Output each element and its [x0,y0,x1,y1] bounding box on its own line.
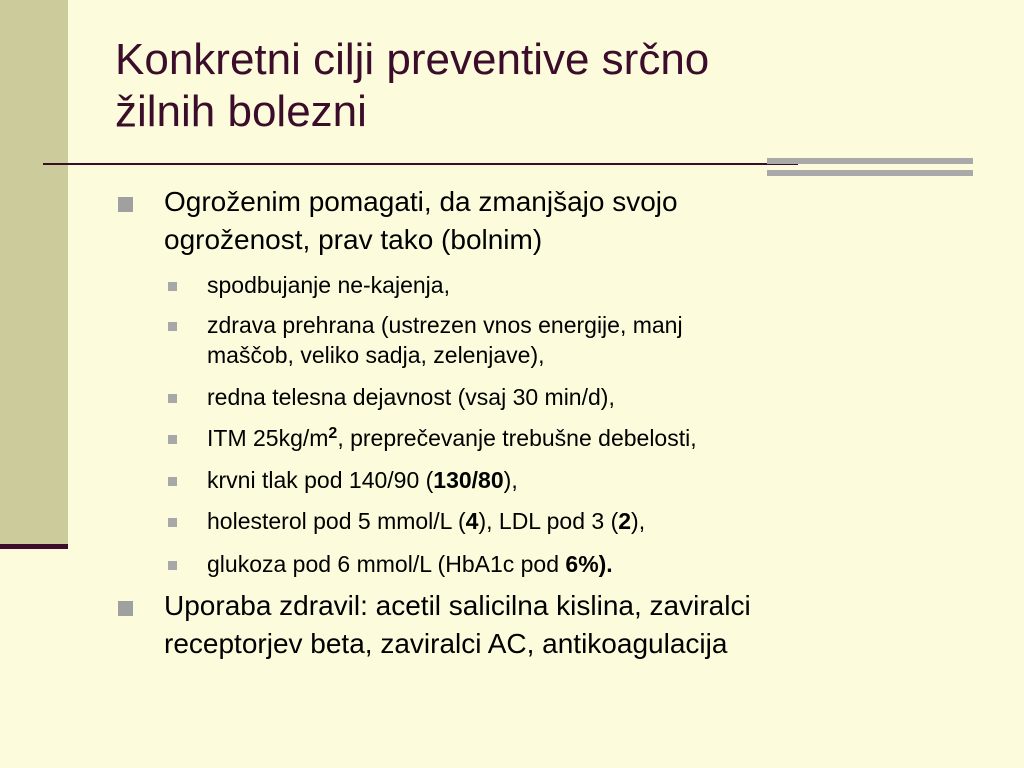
sub-bullet-icon [168,282,177,291]
tlak-text: krvni tlak pod 140/90 ( [207,467,434,493]
sub-item-prehrana-line-2: maščob, veliko sadja, zelenjave), [207,342,545,368]
bullet-1-line-1: Ogroženim pomagati, da zmanjšajo svojo [164,186,678,217]
sub-item-dejavnost: redna telesna dejavnost (vsaj 30 min/d), [207,384,615,410]
hol-text-rest: ), [631,508,646,534]
hol-text: holesterol pod 5 mmol/L ( [207,508,466,534]
sub-item-holesterol [207,506,645,536]
sub-item-glukoza [207,549,613,579]
title-divider [43,163,798,165]
itm-text: ITM 25kg/m [207,425,329,451]
sub-item-prehrana-line-1: zdrava prehrana (ustrezen vnos energije, manj [207,312,683,338]
sub-bullet-icon [168,435,177,444]
sub-item-itm [207,423,697,453]
bullet-2-line-1: Uporaba zdravil: acetil salicilna kislina, zaviralci [164,590,751,621]
hol-text-mid: ), LDL pod 3 ( [478,508,619,534]
title-line-2: žilnih bolezni [115,87,367,136]
sub-bullet-icon [168,477,177,486]
sub-bullet-icon [168,561,177,570]
bullet-2-line-2: receptorjev beta, zaviralci AC, antikoagulacija [164,628,728,659]
hol-target: 4 [465,508,479,534]
sub-bullet-icon [168,394,177,403]
itm-superscript: 2 [328,425,338,442]
ldl-target: 2 [618,508,632,534]
decor-bar-top [767,158,973,164]
bullet-1-line-2: ogroženost, prav tako (bolnim) [164,224,543,255]
bullet-square-icon [118,601,133,616]
gluk-text: glukoza pod 6 mmol/L (HbA1c pod [207,551,566,577]
tlak-target: 130/80 [433,467,504,493]
side-rule [0,544,68,549]
itm-text-rest: , preprečevanje trebušne debelosti, [337,425,697,451]
hba1c-target: 6%). [565,551,613,577]
tlak-text-rest: ), [503,467,518,493]
title-line-1: Konkretni cilji preventive srčno [115,35,710,84]
sub-item-krvni-tlak [207,465,518,495]
sub-bullet-icon [168,322,177,331]
slide-title [115,34,975,138]
sub-item-nekajenje: spodbujanje ne-kajenja, [207,272,450,298]
sub-bullet-icon [168,518,177,527]
decor-bar-bottom [767,170,973,176]
side-band [0,0,68,545]
bullet-square-icon [118,197,133,212]
